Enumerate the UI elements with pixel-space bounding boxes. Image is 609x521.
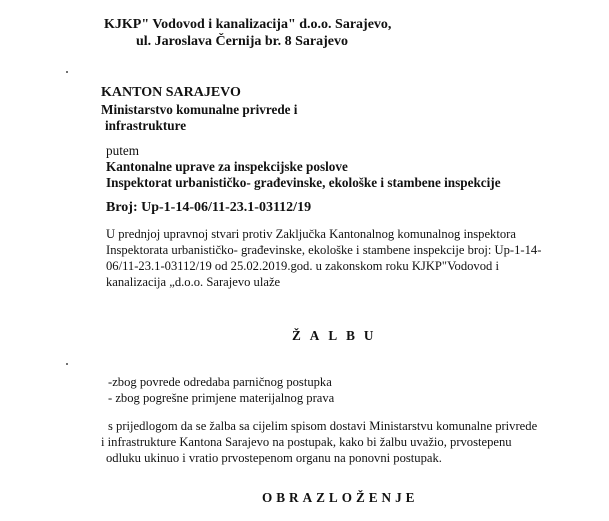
scan-speck [66, 363, 68, 365]
proposal-line-2: i infrastrukture Kantona Sarajevo na postupak, kako bi žalbu uvažio, prvostepenu [101, 435, 512, 449]
sender-line-1: KJKP" Vodovod i kanalizacija" d.o.o. Sarajevo, [104, 17, 392, 32]
recipient-ministry-line-2: infrastrukture [105, 118, 187, 133]
intro-line-3: 06/11-23.1-03112/19 od 25.02.2019.god. u zakonskom roku KJKP"Vodovod i [106, 259, 499, 273]
rationale-heading: OBRAZLOŽENJE [262, 490, 419, 505]
via-office-line-1: Kantonalne uprave za inspekcijske poslove [106, 159, 348, 174]
scan-speck [66, 71, 68, 73]
sender-line-2: ul. Jaroslava Černija br. 8 Sarajevo [136, 34, 348, 49]
intro-line-2: Inspektorata urbanističko- građevinske, ekološke i stambene inspekcije broj: Up-1-14- [106, 243, 542, 257]
appeal-heading: ŽALBU [292, 328, 383, 343]
intro-line-1: U prednjoj upravnoj stvari protiv Zaključka Kantonalnog komunalnog inspektora [106, 227, 516, 241]
via-label: putem [106, 143, 139, 158]
reference-number: Broj: Up-1-14-06/11-23.1-03112/19 [106, 200, 312, 215]
recipient-canton: KANTON SARAJEVO [101, 85, 241, 100]
proposal-line-3: odluku ukinuo i vratio prvostepenom organu na ponovni postupak. [106, 451, 442, 465]
proposal-line-1: s prijedlogom da se žalba sa cijelim spisom dostavi Ministarstvu komunalne privrede [108, 419, 538, 433]
ground-line-1: -zbog povrede odredaba parničnog postupka [108, 375, 332, 389]
recipient-ministry-line-1: Ministarstvo komunalne privrede i [101, 102, 298, 117]
via-office-line-2: Inspektorat urbanističko- građevinske, ekološke i stambene inspekcije [106, 175, 501, 190]
intro-line-4: kanalizacija „d.o.o. Sarajevo ulaže [106, 275, 281, 289]
ground-line-2: - zbog pogrešne primjene materijalnog prava [108, 391, 335, 405]
